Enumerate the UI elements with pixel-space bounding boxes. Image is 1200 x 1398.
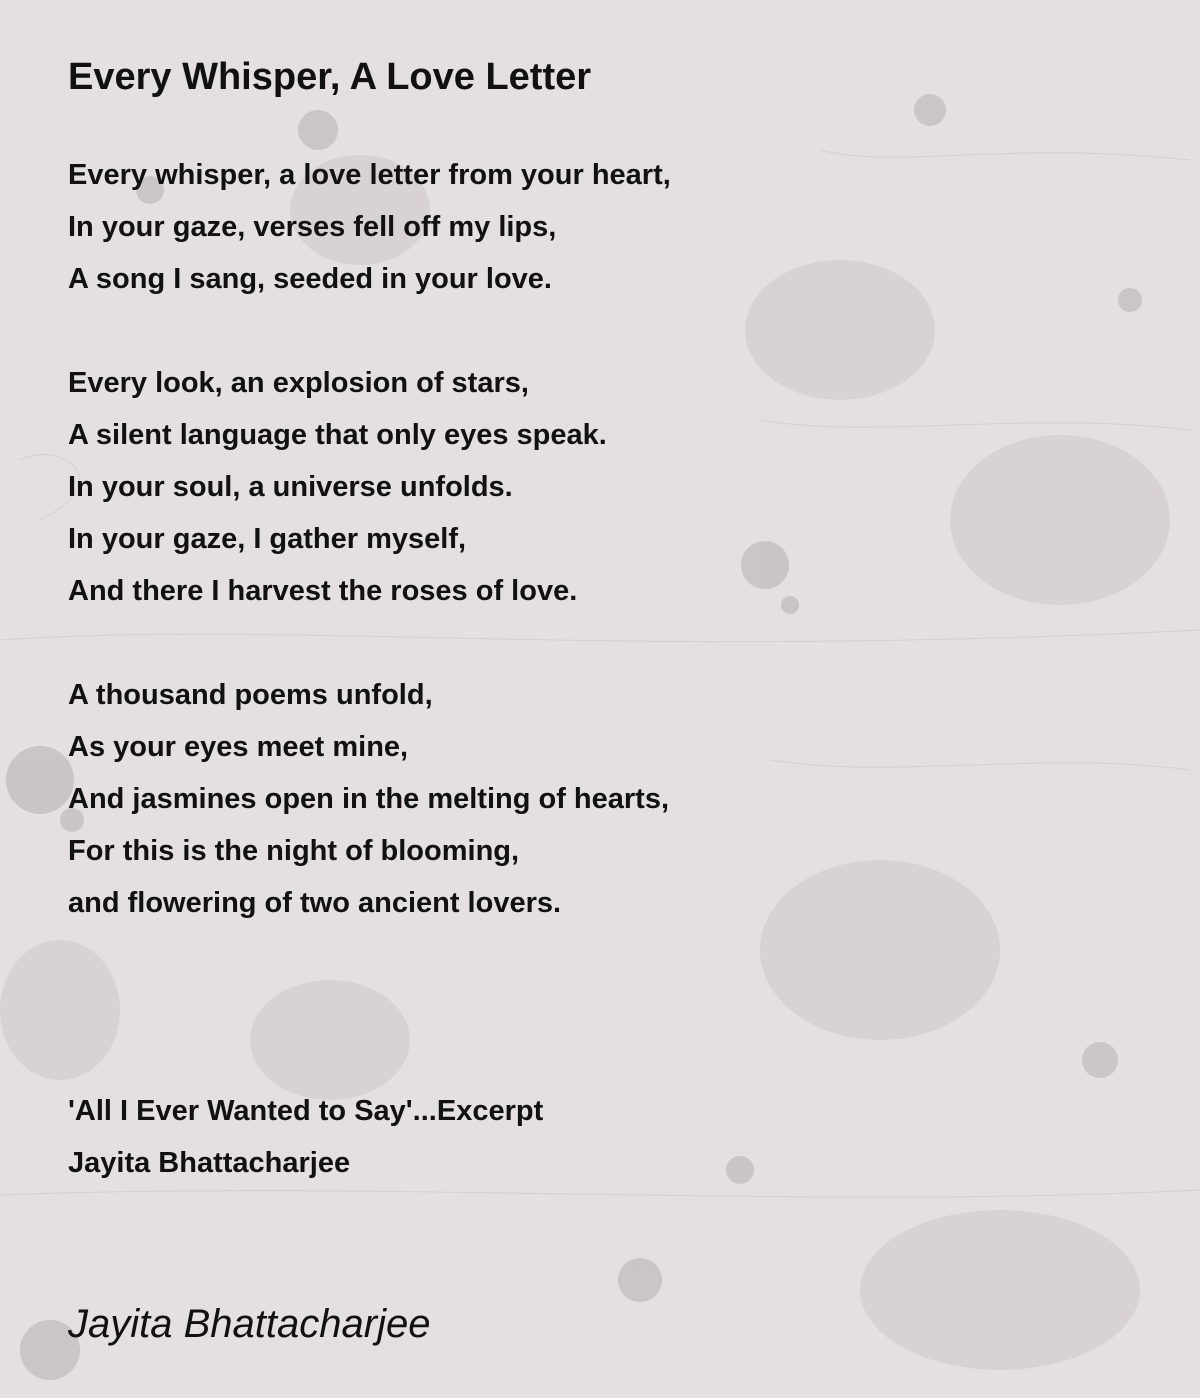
poem-line: A silent language that only eyes speak.	[68, 419, 607, 451]
poem-line: In your soul, a universe unfolds.	[68, 471, 513, 503]
poem-line: A song I sang, seeded in your love.	[68, 263, 552, 295]
poem-line: And jasmines open in the melting of hearts,	[68, 783, 670, 815]
source-author: Jayita Bhattacharjee	[68, 1147, 351, 1179]
poem-line: As your eyes meet mine,	[68, 731, 409, 763]
poem-line: In your gaze, I gather myself,	[68, 523, 467, 555]
stanza-1	[68, 149, 671, 305]
source-excerpt: 'All I Ever Wanted to Say'...Excerpt	[68, 1095, 544, 1127]
poem-line: In your gaze, verses fell off my lips,	[68, 211, 557, 243]
source-attribution	[68, 1085, 543, 1189]
stanza-3	[68, 669, 669, 929]
poem-line: Every whisper, a love letter from your heart,	[68, 159, 671, 191]
poem-line: A thousand poems unfold,	[68, 679, 433, 711]
stanza-2	[68, 357, 607, 617]
poem-line: and flowering of two ancient lovers.	[68, 887, 562, 919]
author-signature: Jayita Bhattacharjee	[68, 1302, 431, 1346]
poem-line: And there I harvest the roses of love.	[68, 575, 578, 607]
poem-line: For this is the night of blooming,	[68, 835, 520, 867]
poem-title: Every Whisper, A Love Letter	[68, 56, 592, 98]
poem-line: Every look, an explosion of stars,	[68, 367, 529, 399]
